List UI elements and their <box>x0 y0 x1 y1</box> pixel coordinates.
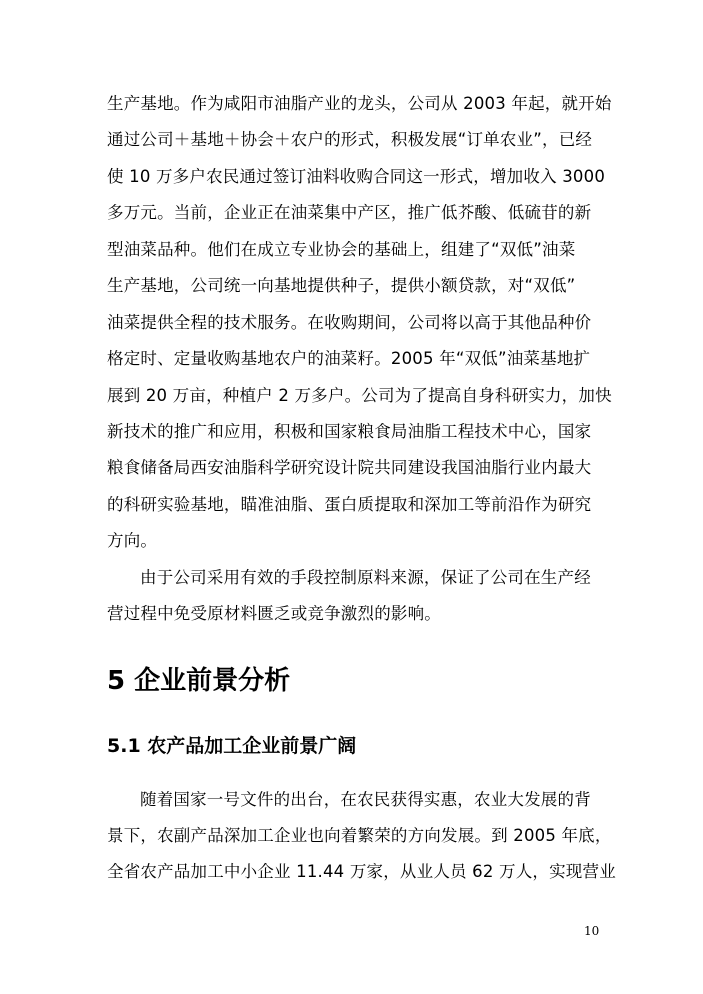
paragraph-line: 生产基地，公司统一向基地提供种子，提供小额贷款，对“双低” <box>107 276 576 295</box>
paragraph-line: 新技术的推广和应用，积极和国家粮食局油脂工程技术中心，国家 <box>107 422 592 441</box>
paragraph-line: 展到 20 万亩，种植户 2 万多户。公司为了提高自身科研实力，加快 <box>107 386 612 405</box>
paragraph-line: 由于公司采用有效的手段控制原料来源，保证了公司在生产经 <box>140 568 591 587</box>
paragraph-line: 方向。 <box>107 531 158 550</box>
paragraph-line: 油菜提供全程的技术服务。在收购期间，公司将以高于其他品种价 <box>107 313 592 332</box>
paragraph-line: 景下，农副产品深加工企业也向着繁荣的方向发展。到 2005 年底， <box>107 826 612 845</box>
subsection-heading: 5.1 农产品加工企业前景广阔 <box>107 735 357 757</box>
paragraph-line: 随着国家一号文件的出台，在农民获得实惠，农业大发展的背 <box>140 790 591 809</box>
paragraph-line: 格定时、定量收购基地农户的油菜籽。2005 年“双低”油菜基地扩 <box>107 349 591 368</box>
paragraph-line: 型油菜品种。他们在成立专业协会的基础上，组建了“双低”油菜 <box>107 240 576 259</box>
paragraph-line: 的科研实验基地，瞄准油脂、蛋白质提取和深加工等前沿作为研究 <box>107 495 592 514</box>
paragraph-line: 生产基地。作为咸阳市油脂产业的龙头，公司从 2003 年起，就开始 <box>107 94 612 113</box>
section-heading: 5 企业前景分析 <box>107 666 291 696</box>
page-number: 10 <box>584 924 600 938</box>
paragraph-line: 营过程中免受原材料匮乏或竞争激烈的影响。 <box>107 604 441 623</box>
paragraph-line: 粮食储备局西安油脂科学研究设计院共同建设我国油脂行业内最大 <box>107 458 592 477</box>
paragraph-line: 通过公司＋基地＋协会＋农户的形式，积极发展“订单农业”，已经 <box>107 130 593 149</box>
paragraph-line: 全省农产品加工中小企业 11.44 万家，从业人员 62 万人，实现营业 <box>107 862 616 881</box>
paragraph-line: 多万元。当前，企业正在油菜集中产区，推广低芥酸、低硫苷的新 <box>107 203 592 222</box>
paragraph-line: 使 10 万多户农民通过签订油料收购合同这一形式，增加收入 3000 <box>107 167 606 186</box>
